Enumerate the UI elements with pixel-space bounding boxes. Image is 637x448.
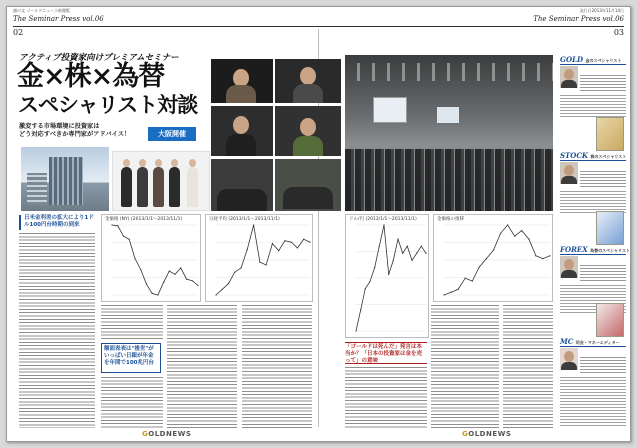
data-point — [500, 233, 501, 234]
data-point — [535, 255, 536, 256]
speaker-body — [226, 134, 256, 156]
lead-text — [19, 123, 130, 140]
speaker-bio-more — [560, 95, 626, 119]
data-point — [383, 224, 384, 225]
audience-photo-2 — [275, 159, 341, 211]
data-point — [197, 285, 198, 286]
data-point — [247, 249, 248, 250]
data-point — [222, 289, 223, 290]
top-info-line — [7, 7, 630, 14]
hall-screen — [373, 97, 407, 123]
speakers-group-photo — [112, 151, 210, 211]
data-point — [278, 250, 279, 251]
gold-price-plot — [102, 215, 202, 303]
right-series-title: The Seminar Press vol.06 — [533, 15, 624, 23]
book-cover — [596, 303, 624, 337]
left-page-number: 02 — [13, 28, 24, 37]
data-point — [416, 253, 417, 254]
hall-audience — [345, 149, 553, 211]
data-point — [402, 253, 403, 254]
lead-line-2: どう対応すべきか専門家がアドバイス！ — [19, 131, 131, 139]
data-point — [458, 289, 459, 290]
pull-quote: 額面表表は"後世"がいっぱい日銀が年金を年間で100兆円台 — [101, 343, 161, 373]
headline-line-1: 金×株×為替 — [17, 61, 165, 92]
usdjpy-plot — [346, 215, 430, 339]
speaker-body — [226, 85, 256, 103]
data-point — [365, 288, 366, 289]
nikkei-chart — [205, 214, 313, 302]
section-heading: 日米金利差の拡大により1ドル100円台時期の到来 — [19, 215, 95, 230]
data-point — [157, 294, 158, 295]
sidebar-title: MC 司会・マネーエディター — [560, 337, 626, 347]
speaker-figure — [137, 167, 148, 207]
hall-lights — [345, 63, 553, 81]
right-footer-logo: GOLDNEWS — [462, 430, 512, 438]
gold-price-chart — [101, 214, 201, 302]
nikkei-plot — [206, 215, 314, 303]
speaker-bio — [580, 75, 626, 91]
article-text-column — [503, 305, 553, 428]
article-kicker: アクティブ投資家向けプレミアムセミナー — [19, 53, 179, 63]
audience-photo-1 — [211, 159, 273, 211]
sidebar-gold — [560, 55, 626, 65]
data-point — [355, 330, 356, 331]
data-point — [259, 262, 260, 263]
data-point — [129, 239, 130, 240]
data-point — [272, 243, 273, 244]
sidebar-mc — [560, 337, 626, 347]
data-point — [297, 247, 298, 248]
speaker-bio-more — [560, 377, 626, 427]
speaker-bio — [580, 171, 626, 187]
right-page-number: 03 — [613, 28, 624, 37]
data-point — [111, 224, 112, 225]
speaker-photo-man-3 — [275, 106, 341, 156]
data-point — [465, 278, 466, 279]
data-point — [186, 278, 187, 279]
speaker-avatar — [560, 348, 578, 370]
speaker-bio — [580, 265, 626, 281]
chart-title: 日経平均 (2013/1/1〜2013/11/1) — [209, 217, 280, 222]
sidebar-title: GOLD 金のスペシャリスト — [560, 55, 626, 65]
chart-title: ドル/円 (2013/1/1〜2013/11/1) — [349, 217, 417, 222]
speaker-photo-man-1 — [275, 59, 341, 103]
chart-title: 金価格の推移 — [437, 217, 464, 222]
book-cover — [596, 211, 624, 245]
article-text-column — [345, 367, 427, 428]
speaker-face — [233, 116, 249, 134]
data-point — [479, 266, 480, 267]
data-point — [215, 294, 216, 295]
data-point — [379, 246, 380, 247]
usdjpy-chart — [345, 214, 429, 338]
speaker-avatar — [560, 66, 578, 88]
pull-quote-gold: 「ゴールドは死んだ」発言は本当か？「日本の投資家は金を売って」の意味 — [345, 342, 427, 364]
data-point — [542, 258, 543, 259]
article-text-column — [242, 305, 312, 428]
chart-title: 金価格 (NY) (2013/1/1〜2013/11/1) — [105, 217, 183, 222]
data-point — [521, 230, 522, 231]
gold-longterm-plot — [434, 215, 554, 303]
osaka-badge: 大阪開催 — [148, 127, 196, 141]
data-point — [152, 293, 153, 294]
book-cover — [596, 117, 624, 151]
data-point — [393, 260, 394, 261]
data-point — [472, 280, 473, 281]
header-rule — [13, 26, 624, 27]
sidebar-forex — [560, 245, 630, 255]
data-point — [146, 283, 147, 284]
speaker-body — [293, 84, 323, 103]
data-point — [486, 258, 487, 259]
data-point — [309, 242, 310, 243]
audience-rows — [217, 189, 267, 211]
seminar-hall-photo — [345, 55, 553, 211]
data-point — [163, 282, 164, 283]
hall-screen-small — [437, 107, 459, 123]
building-annex — [27, 173, 47, 205]
right-top-info: 発行日2013年11月14日 — [579, 8, 624, 13]
speaker-photo-woman — [211, 59, 273, 103]
data-point — [407, 246, 408, 247]
data-point — [360, 309, 361, 310]
data-point — [397, 239, 398, 240]
data-point — [253, 224, 254, 225]
sidebar-stock — [560, 151, 626, 161]
data-point — [388, 274, 389, 275]
data-point — [528, 238, 529, 239]
headline-line-2: スペシャリスト対談 — [18, 92, 198, 117]
data-point — [134, 258, 135, 259]
left-top-info: 旗の文 ゴールドニュース新聞版 — [13, 8, 70, 13]
article-text-column — [431, 305, 499, 428]
data-point — [493, 250, 494, 251]
data-point — [291, 242, 292, 243]
speaker-photo-man-2 — [211, 106, 273, 156]
speaker-figure — [169, 167, 180, 207]
article-text-column — [167, 305, 237, 428]
building-tower — [49, 157, 83, 205]
data-point — [369, 281, 370, 282]
data-point — [140, 269, 141, 270]
audience-rows — [283, 187, 333, 209]
speaker-figure — [153, 167, 164, 207]
article-text-column — [101, 377, 163, 428]
building-photo — [21, 147, 109, 211]
data-point — [228, 283, 229, 284]
speaker-avatar — [560, 256, 578, 278]
gold-longterm-chart — [433, 214, 553, 302]
data-point — [117, 225, 118, 226]
data-point — [240, 267, 241, 268]
data-point — [284, 240, 285, 241]
left-footer-logo: GOLDNEWS — [142, 430, 192, 438]
speaker-face — [300, 118, 316, 136]
article-text-column — [101, 305, 163, 341]
data-point — [421, 246, 422, 247]
data-point — [180, 267, 181, 268]
data-point — [443, 294, 444, 295]
data-point — [234, 272, 235, 273]
newspaper-spread — [6, 6, 631, 442]
speaker-sidebar — [560, 55, 630, 429]
data-point — [266, 264, 267, 265]
speaker-avatar — [560, 162, 578, 184]
speaker-face — [300, 67, 316, 85]
article-text-column — [19, 233, 95, 428]
speaker-figure — [187, 167, 198, 207]
sidebar-title: FOREX 為替のスペシャリスト — [560, 245, 630, 254]
speaker-figure — [121, 167, 132, 207]
data-point — [425, 253, 426, 254]
data-point — [549, 255, 550, 256]
data-point — [507, 224, 508, 225]
data-point — [514, 236, 515, 237]
left-series-title: The Seminar Press vol.06 — [13, 15, 104, 23]
data-point — [374, 267, 375, 268]
data-point — [303, 239, 304, 240]
data-point — [192, 280, 193, 281]
data-point — [450, 292, 451, 293]
data-point — [169, 271, 170, 272]
data-point — [123, 236, 124, 237]
lead-line-1: 激変する市場環境に投資家は — [19, 123, 100, 130]
sidebar-title: STOCK 株のスペシャリスト — [560, 151, 627, 160]
data-point — [174, 274, 175, 275]
speaker-body — [293, 136, 323, 156]
speaker-bio — [580, 357, 626, 373]
data-point — [411, 260, 412, 261]
